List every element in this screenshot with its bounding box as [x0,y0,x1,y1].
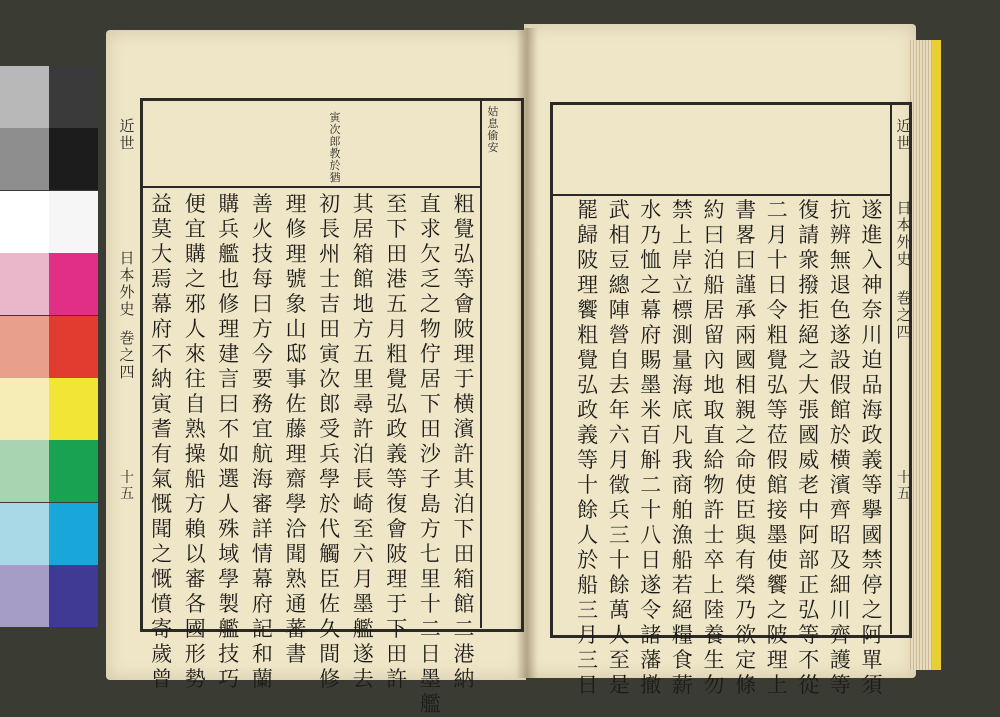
calibration-patch [49,128,98,190]
right-margin-title: 近世 [896,117,912,152]
left-header-note-1: 姑息偷安 [487,105,499,154]
color-calibration-strip [0,66,98,628]
calibration-patch [49,378,98,440]
calibration-patch [49,503,98,565]
right-text-column: 水乃恤之幕府賜墨米百斛二十八日遂令諸藩撤 [640,198,662,697]
left-text-column: 直求欠乏之物佇居下田沙子島方七里十二日墨艦 [419,192,441,716]
left-spine-title: 日本外史 [119,249,135,318]
right-text-column: 書畧曰謹承兩國相親之命使臣與有榮乃欲定條 [735,198,757,697]
right-spine-rule [890,102,892,634]
left-text-column: 至下田港五月粗覺弘政義等復會陂理于下田許 [386,192,408,691]
left-text-column: 其居箱館地方五里尋許泊長崎至六月墨艦遂去 [352,192,374,691]
left-spine-rule [480,98,482,628]
left-text-column: 初長州士吉田寅次郎受兵學於代觸臣佐久間修 [319,192,341,691]
right-text-column: 抗辨無退色遂設假館於横濱齊昭及細川齊護等 [829,198,851,697]
right-spine-volume: 巻之四 [896,289,912,341]
left-text-column: 善火技每曰方今要務宜航海審詳情幕府記和蘭 [251,192,273,691]
calibration-patch [0,253,49,315]
calibration-patch [0,191,49,253]
right-text-column: 約曰泊船居留內地取直給物許士卒上陸養生勿 [703,198,725,697]
left-spine-volume: 巻之四 [119,329,135,381]
calibration-patch [0,565,49,627]
calibration-patch [0,440,49,502]
right-spine-title: 日本外史 [896,199,912,268]
left-header-note-2: 寅次郎教於猶 [329,111,341,184]
right-text-column: 禁上岸立標測量海底凡我商舶漁船若絕糧食薪 [671,198,693,697]
calibration-patch [49,565,98,627]
calibration-patch [0,128,49,190]
book-cover-edge [932,40,941,670]
calibration-patch [0,503,49,565]
calibration-patch [49,253,98,315]
left-margin-title: 近世 [119,117,135,152]
calibration-patch [0,316,49,378]
calibration-patch [49,66,98,128]
left-text-column: 理修理號象山邸事佐藤理齋學洽聞熟通蕃書 [285,192,307,666]
right-text-frame [550,102,912,697]
right-text-column: 罷歸陂理饗粗覺弘政義等十餘人於船三月三日 [577,198,599,697]
left-header-rule [140,186,480,188]
left-text-column: 粗覺弘等會陂理于横濱許其泊下田箱館二港納 [453,192,475,691]
calibration-patch [49,191,98,253]
left-text-column: 便宜購之邪人來往自熟操船方賴以審各國形勢 [184,192,206,691]
right-text-column: 二月十日令粗覺弘等莅假館接墨使饗之陂理上 [766,198,788,697]
calibration-patch [49,316,98,378]
right-text-column: 復請衆撥拒絕之大張國威老中阿部正弘等不從 [798,198,820,697]
right-folio: 十五 [897,470,911,502]
right-header-rule [550,194,890,196]
left-text-column: 益莫大焉幕府不納寅耆有氣慨聞之慨憤寄歲曾 [151,192,173,691]
calibration-patch [49,440,98,502]
calibration-patch [0,66,49,128]
right-text-column: 遂進入神奈川迫品海政義等擧國禁停之阿單須 [861,198,883,697]
calibration-patch [0,378,49,440]
left-folio: 十五 [120,470,134,502]
left-text-column: 購兵艦也修理建言曰不如選人殊域學製艦技巧 [218,192,240,691]
right-text-column: 武相豆總陣營自去年六月徵兵三十餘萬人至是 [608,198,630,697]
